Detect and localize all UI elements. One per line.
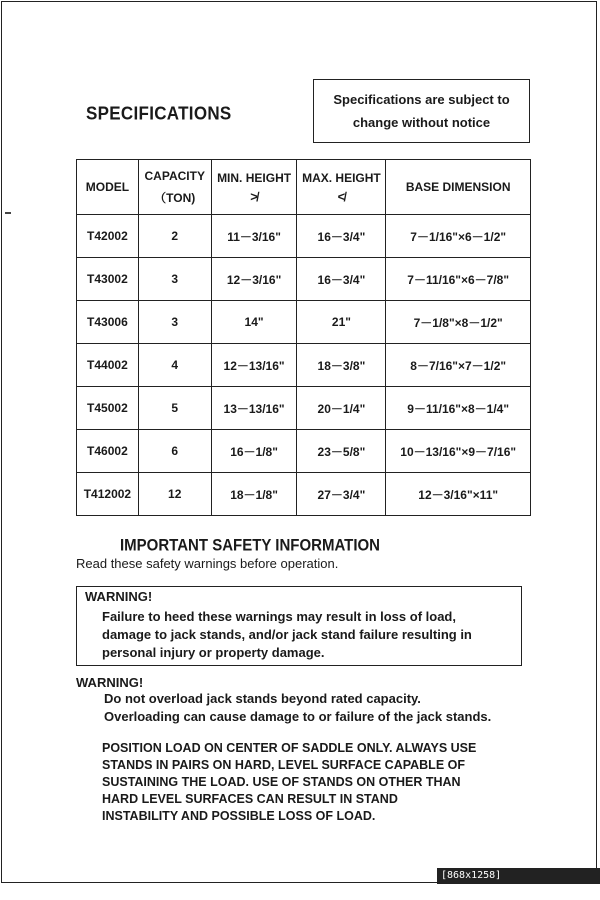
notice-line: change without notice <box>352 115 491 130</box>
table-header-row <box>77 160 531 215</box>
safety-subtitle: Read these safety warnings before operation. <box>76 556 339 571</box>
header-capacity-unit: （TON) <box>154 190 196 205</box>
cell-min-height: 16－1/8" <box>211 430 297 473</box>
cell-min-height: 12－3/16" <box>211 258 297 301</box>
warning-line: Overloading can cause damage to or failure of the jack stands. <box>104 709 492 724</box>
cell-base-dimension: 7－1/16"×6－1/2" <box>386 215 531 258</box>
cell-max-height: 16－3/4" <box>297 215 386 258</box>
header-base-dimension: BASE DIMENSION <box>386 160 531 215</box>
table-row <box>77 387 531 430</box>
cell-model: T44002 <box>77 344 139 387</box>
instruction-line: STANDS IN PAIRS ON HARD, LEVEL SURFACE CAPABLE OF <box>102 758 465 772</box>
cell-min-height: 18－1/8" <box>211 473 297 516</box>
cell-max-height: 16－3/4" <box>297 258 386 301</box>
warning-heading: WARNING! <box>76 675 144 690</box>
table-row <box>77 473 531 516</box>
cell-capacity: 3 <box>138 301 211 344</box>
instruction-line: SUSTAINING THE LOAD. USE OF STANDS ON OTHER THAN <box>102 775 461 789</box>
header-min-height: MIN. HEIGHT ≯ <box>211 160 297 215</box>
table-row <box>77 258 531 301</box>
header-model: MODEL <box>77 160 139 215</box>
warning-box-body <box>102 608 472 662</box>
cell-model: T412002 <box>77 473 139 516</box>
warning-box <box>76 586 522 666</box>
cell-base-dimension: 7－11/16"×6－7/8" <box>386 258 531 301</box>
warning-box-line: personal injury or property damage. <box>102 645 325 660</box>
table-row <box>77 430 531 473</box>
cell-base-dimension: 12－3/16"×11" <box>386 473 531 516</box>
saddle-instructions <box>102 740 476 825</box>
cell-model: T46002 <box>77 430 139 473</box>
header-max-height: MAX. HEIGHT ≮ <box>297 160 386 215</box>
cell-base-dimension: 7－1/8"×8－1/2" <box>386 301 531 344</box>
cell-base-dimension: 8－7/16"×7－1/2" <box>386 344 531 387</box>
instruction-line: POSITION LOAD ON CENTER OF SADDLE ONLY. ALWAYS USE <box>102 741 477 755</box>
warning-line: Do not overload jack stands beyond rated capacity. <box>104 691 421 706</box>
max-height-symbol: ≮ <box>337 188 346 204</box>
cell-model: T43002 <box>77 258 139 301</box>
cell-min-height: 12－13/16" <box>211 344 297 387</box>
cell-capacity: 4 <box>138 344 211 387</box>
cell-capacity: 12 <box>138 473 211 516</box>
table-row <box>77 215 531 258</box>
cell-model: T45002 <box>77 387 139 430</box>
safety-title: IMPORTANT SAFETY INFORMATION <box>120 536 380 555</box>
warning-box-line: damage to jack stands, and/or jack stand failure resulting in <box>102 627 472 642</box>
cell-capacity: 3 <box>138 258 211 301</box>
warning-box-line: Failure to heed these warnings may result in loss of load, <box>102 609 456 624</box>
cell-capacity: 6 <box>138 430 211 473</box>
watermark-stamp: [868x1258] https://upic.me/ <box>437 868 600 884</box>
cell-min-height: 13－13/16" <box>211 387 297 430</box>
instruction-line: INSTABILITY AND POSSIBLE LOSS OF LOAD. <box>102 809 376 823</box>
cell-max-height: 23－5/8" <box>297 430 386 473</box>
warning-body <box>104 690 491 726</box>
spec-table <box>76 159 531 516</box>
cell-max-height: 20－1/4" <box>297 387 386 430</box>
min-height-symbol: ≯ <box>250 188 258 204</box>
instruction-line: HARD LEVEL SURFACES CAN RESULT IN STAND <box>102 792 398 806</box>
notice-box <box>313 79 530 143</box>
table-row <box>77 301 531 344</box>
table-row <box>77 344 531 387</box>
warning-box-heading: WARNING! <box>85 589 153 604</box>
cell-model: T43006 <box>77 301 139 344</box>
header-capacity: CAPACITY （TON) <box>138 160 211 215</box>
page-title: SPECIFICATIONS <box>86 103 232 124</box>
cell-min-height: 14" <box>211 301 297 344</box>
cell-max-height: 18－3/8" <box>297 344 386 387</box>
cell-max-height: 21" <box>297 301 386 344</box>
cell-capacity: 2 <box>138 215 211 258</box>
cell-max-height: 27－3/4" <box>297 473 386 516</box>
cell-capacity: 5 <box>138 387 211 430</box>
cell-min-height: 11－3/16" <box>211 215 297 258</box>
notice-line: Specifications are subject to <box>333 92 510 107</box>
cell-model: T42002 <box>77 215 139 258</box>
margin-mark <box>5 212 11 214</box>
cell-base-dimension: 9－11/16"×8－1/4" <box>386 387 531 430</box>
cell-base-dimension: 10－13/16"×9－7/16" <box>386 430 531 473</box>
